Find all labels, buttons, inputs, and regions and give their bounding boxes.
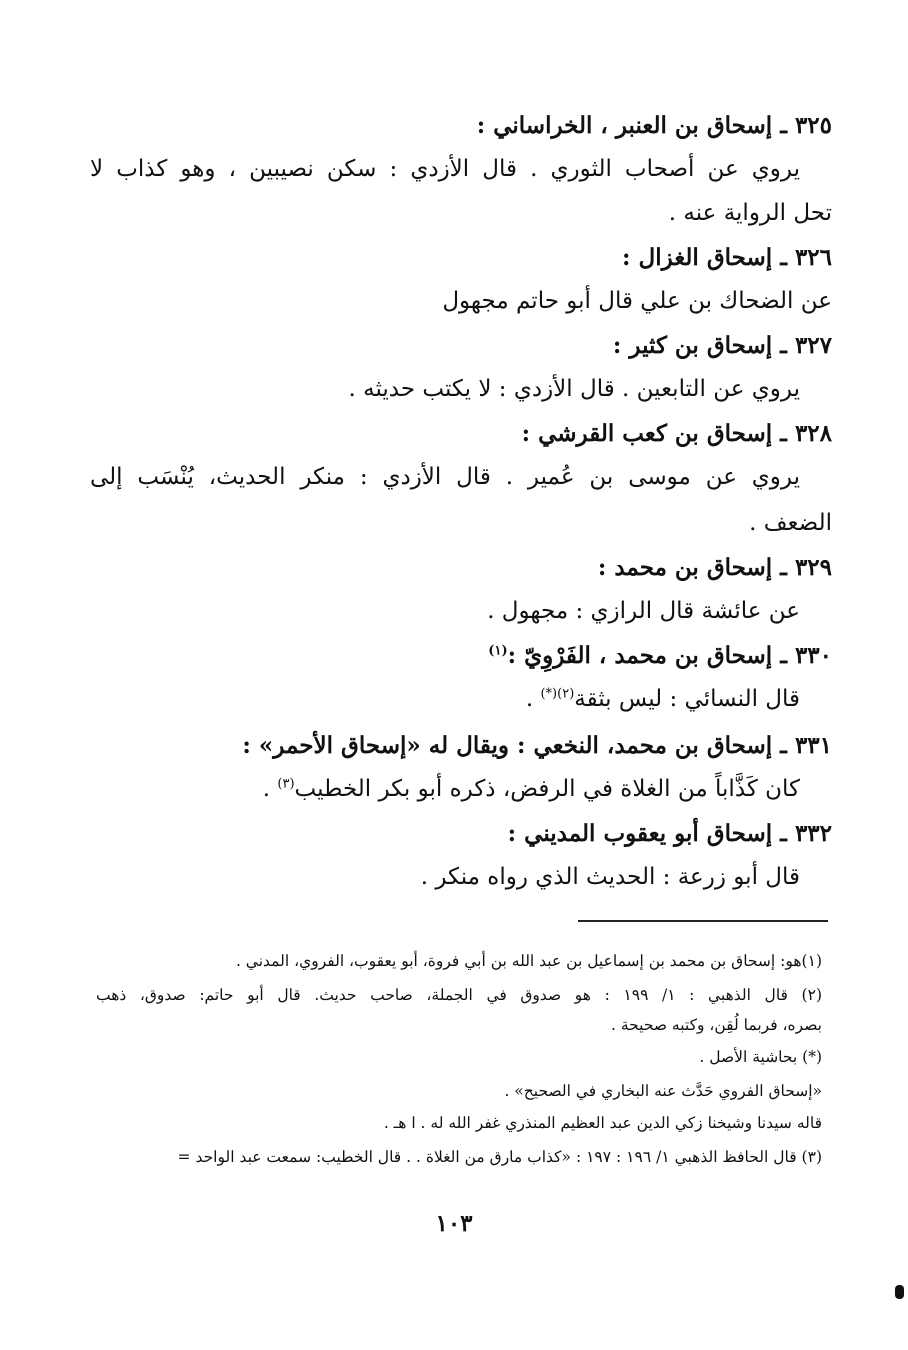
- footnote-separator: [578, 920, 828, 923]
- entry-heading-330: [90, 642, 832, 669]
- entry-text-327-line-1: يروي عن التابعين . قال الأزدي : لا يكتب حديثه .: [348, 376, 800, 402]
- entry-heading-330-text: ٣٣٠ ـ إسحاق بن محمد ، الفَرْوِيّ :: [507, 642, 832, 669]
- footnote-3: (٣) قال الحافظ الذهبي ١/ ١٩٦ : ١٩٧ : «كذاب مارق من الغلاة . . قال الخطيب: سمعت عبد الواحد =: [177, 1148, 822, 1166]
- footnote-star: (*) بحاشية الأصل .: [699, 1048, 822, 1066]
- edge-mark: [895, 1285, 904, 1299]
- footnote-2-line-2: بصره، فربما لُقِن، وكتبه صحيحة .: [610, 1016, 822, 1034]
- footnote-ref-3[interactable]: (٣): [277, 776, 295, 792]
- entry-text-325-line-1: يروي عن أصحاب الثوري . قال الأزدي : سكن نصيبين ، وهو كذاب لا: [90, 156, 800, 182]
- footnote-ref-2[interactable]: (٢)(*): [540, 686, 575, 702]
- footnote-star-quote: «إسحاق الفروي حَدَّث عنه البخاري في الصحيح» .: [504, 1082, 822, 1100]
- entry-text-329-line-1: عن عائشة قال الرازي : مجهول .: [487, 598, 800, 624]
- entry-text-331-content: كان كَذَّاباً من الغلاة في الرفض، ذكره أبو بكر الخطيب: [294, 776, 800, 802]
- entry-text-328-line-1: يروي عن موسى بن عُمير . قال الأزدي : منكر الحديث، يُنْسَب إلى: [90, 464, 800, 490]
- entry-text-326-line-1: عن الضحاك بن علي قال أبو حاتم مجهول: [442, 288, 832, 314]
- entry-text-325-line-2: تحل الرواية عنه .: [668, 200, 832, 226]
- entry-text-330-content: قال النسائي : ليس بثقة: [574, 686, 800, 712]
- entry-text-328-line-2: الضعف .: [749, 510, 832, 536]
- page-number: ١٠٣: [435, 1210, 473, 1237]
- footnote-2-line-1: (٢) قال الذهبي : ١/ ١٩٩ : هو صدوق في الجملة، صاحب حديث. قال أبو حاتم: صدوق، ذهب: [96, 986, 822, 1004]
- entry-heading-332: ٣٣٢ ـ إسحاق أبو يعقوب المديني :: [507, 820, 832, 847]
- entry-heading-329: ٣٢٩ ـ إسحاق بن محمد :: [597, 554, 832, 581]
- entry-heading-327: ٣٢٧ ـ إسحاق بن كثير :: [612, 332, 832, 359]
- footnote-1: (١)هو: إسحاق بن محمد بن إسماعيل بن عبد الله بن أبي فروة، أبو يعقوب، الفروي، المدني .: [235, 952, 822, 970]
- entry-heading-328: ٣٢٨ ـ إسحاق بن كعب القرشي :: [521, 420, 832, 447]
- entry-text-330-line-1: [90, 686, 800, 712]
- entry-heading-326: ٣٢٦ ـ إسحاق الغزال :: [622, 244, 832, 271]
- entry-text-331-end: .: [262, 776, 278, 802]
- entry-text-330-end: .: [525, 686, 541, 712]
- footnote-star-attribution: قاله سيدنا وشيخنا زكي الدين عبد العظيم المنذري غفر الله له . ا هـ .: [383, 1114, 822, 1132]
- entry-text-332-line-1: قال أبو زرعة : الحديث الذي رواه منكر .: [420, 864, 800, 890]
- entry-text-331-line-1: [90, 776, 800, 802]
- entry-heading-325: ٣٢٥ ـ إسحاق بن العنبر ، الخراساني :: [476, 112, 832, 139]
- entry-heading-331: ٣٣١ ـ إسحاق بن محمد، النخعي : ويقال له «إسحاق الأحمر» :: [242, 732, 832, 759]
- footnote-ref-1[interactable]: (١): [488, 643, 508, 659]
